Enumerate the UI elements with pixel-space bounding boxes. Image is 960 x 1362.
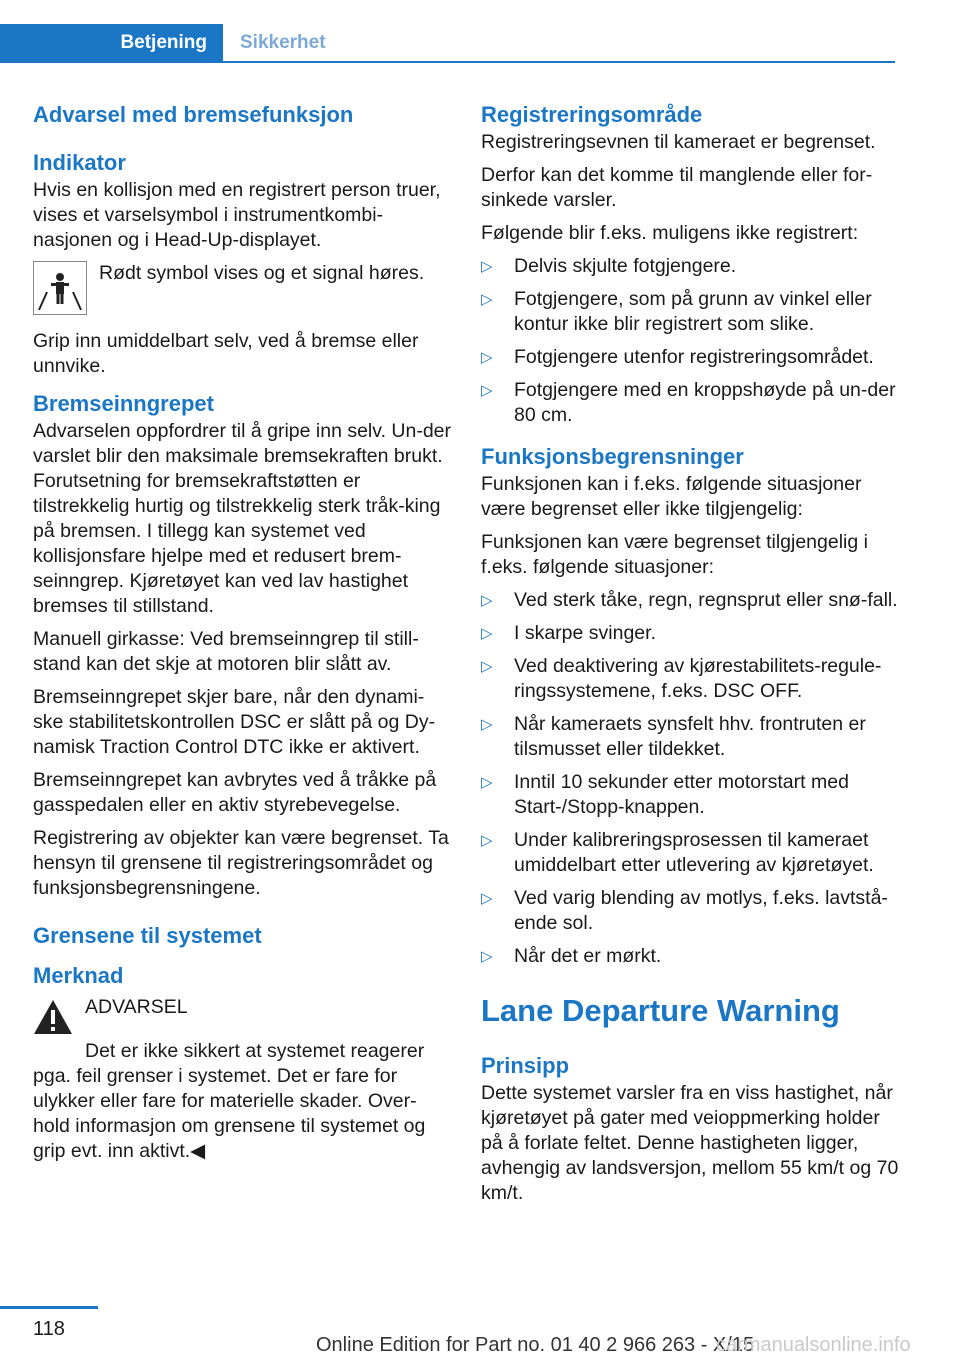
paragraph-funk-1: Funksjonen kan i f.eks. følgende situasjoner være begrenset eller ikke tilgjengelig:	[481, 473, 862, 520]
bullet-icon: ▷	[481, 258, 493, 275]
tab-betjening[interactable]: Betjening	[0, 24, 223, 61]
bullet-icon: ▷	[481, 382, 493, 399]
left-column	[33, 100, 451, 1172]
list-item: ▷ Delvis skjulte fotgjengere.	[481, 255, 737, 277]
list-item: ▷ Fotgjengere utenfor registreringsområdet.	[481, 346, 874, 368]
bullet-icon: ▷	[481, 291, 493, 308]
right-column	[481, 100, 901, 1214]
heading-grensene: Grensene til systemet	[33, 923, 262, 948]
paragraph-reg-2: Derfor kan det komme til manglende eller for-sinkede varsler.	[481, 164, 873, 211]
paragraph-reg-1: Registreringsevnen til kameraet er begrenset.	[481, 131, 876, 153]
pedestrian-warning-icon	[33, 261, 87, 315]
reg-list	[481, 254, 901, 428]
paragraph-indikator: Hvis en kollisjon med en registrert person truer, vises et varselsymbol i instrumentkombi-nasjonen og i Head-Up-displayet.	[33, 179, 441, 251]
bullet-icon: ▷	[481, 774, 493, 791]
bullet-icon: ▷	[481, 832, 493, 849]
paragraph-funk-2: Funksjonen kan være begrenset tilgjengelig i f.eks. følgende situasjoner:	[481, 531, 868, 578]
heading-indikator: Indikator	[33, 150, 126, 175]
funk-list	[481, 588, 901, 969]
list-item: ▷ Fotgjengere, som på grunn av vinkel eller kontur ikke blir registrert som slike.	[481, 288, 872, 335]
list-item: ▷ Ved deaktivering av kjørestabilitets-regule-ringssystemene, f.eks. DSC OFF.	[481, 655, 882, 702]
edition-text: Online Edition for Part no. 01 40 2 966 263 - X/15	[316, 1334, 755, 1356]
bullet-icon: ▷	[481, 948, 493, 965]
list-item: ▷ Inntil 10 sekunder etter motorstart med Start-/Stopp-knappen.	[481, 771, 849, 818]
list-item: ▷ Ved sterk tåke, regn, regnsprut eller snø-fall.	[481, 589, 898, 611]
heading-lane-departure-warning: Lane Departure Warning	[481, 993, 840, 1028]
list-item: ▷ Fotgjengere med en kroppshøyde på un-der 80 cm.	[481, 379, 896, 426]
watermark: carmanualsonline.info	[716, 1334, 911, 1356]
heading-funksjonsbegrensninger: Funksjonsbegrensninger	[481, 444, 744, 469]
paragraph-bremse-5: Registrering av objekter kan være begrenset. Ta hensyn til grensene til registreringsområdet og funksjonsbegrensningene.	[33, 827, 449, 899]
heading-advarsel: Advarsel med bremsefunksjon	[33, 102, 354, 127]
tab-sikkerhet[interactable]: Sikkerhet	[240, 32, 326, 53]
list-item: ▷ Ved varig blending av motlys, f.eks. lavtstå-ende sol.	[481, 887, 888, 934]
list-item: ▷ Under kalibreringsprosessen til kameraet umiddelbart etter utlevering av kjøretøyet.	[481, 829, 874, 876]
bullet-icon: ▷	[481, 890, 493, 907]
bullet-icon: ▷	[481, 716, 493, 733]
warning-triangle-icon	[33, 999, 73, 1035]
heading-merknad: Merknad	[33, 963, 124, 988]
indicator-text: Rødt symbol vises og et signal høres.	[99, 262, 425, 284]
list-item: ▷ Når det er mørkt.	[481, 945, 662, 967]
warning-body: Det er ikke sikkert at systemet reagerer pga. feil grenser i systemet. Det er fare for ulykker eller fare for materielle skader. Over-hold informasjon om grensene til systemet og grip evt. inn aktivt.◀	[33, 1040, 426, 1162]
paragraph-bremse-3: Bremseinngrepet skjer bare, når den dynami-ske stabilitetskontrollen DSC er slått på og Dy-namisk Traction Control DTC ikke er aktivert.	[33, 686, 436, 758]
indicator-row	[33, 261, 451, 315]
paragraph-reg-3: Følgende blir f.eks. muligens ikke registrert:	[481, 222, 859, 244]
paragraph-bremse-2: Manuell girkasse: Ved bremseinngrep til still-stand kan det skje at motoren blir slått av.	[33, 628, 419, 675]
bullet-icon: ▷	[481, 625, 493, 642]
footer-rule	[0, 1306, 98, 1309]
warning-title: ADVARSEL	[85, 996, 188, 1018]
heading-registreringsomrade: Registreringsområde	[481, 102, 703, 127]
page-number: 118	[33, 1318, 65, 1340]
paragraph-grip: Grip inn umiddelbart selv, ved å bremse eller unnvike.	[33, 330, 419, 377]
paragraph-bremse-4: Bremseinngrepet kan avbrytes ved å tråkke på gasspedalen eller en aktiv styrebevegelse.	[33, 769, 437, 816]
paragraph-prinsipp: Dette systemet varsler fra en viss hastighet, når kjøretøyet på gater med veioppmerking holder på å forlate feltet. Denne hastigheten ligger, avhengig av landsversjon, mellom 55 km/t og 70 km/t.	[481, 1082, 899, 1204]
bullet-icon: ▷	[481, 349, 493, 366]
heading-bremseinngrepet: Bremseinngrepet	[33, 391, 214, 416]
paragraph-bremse-1: Advarselen oppfordrer til å gripe inn selv. Un-der varslet blir den maksimale bremsekraften brukt. Forutsetning for bremsekraftstøtten er tilstrekkelig hurtig og tilstrekkelig sterk tråk-king på bremsen. I tillegg kan systemet ved kollisjonsfare hjelpe med et redusert brem-seinngrep. Kjøretøyet kan ved lav hastighet bremses til stillstand.	[33, 420, 452, 617]
bullet-icon: ▷	[481, 592, 493, 609]
warning-block	[33, 995, 451, 1035]
list-item: ▷ Når kameraets synsfelt hhv. frontruten er tilsmusset eller tildekket.	[481, 713, 866, 760]
chapter-tab-bar	[0, 24, 895, 63]
bullet-icon: ▷	[481, 658, 493, 675]
list-item: ▷ I skarpe svinger.	[481, 622, 656, 644]
heading-prinsipp: Prinsipp	[481, 1053, 570, 1078]
